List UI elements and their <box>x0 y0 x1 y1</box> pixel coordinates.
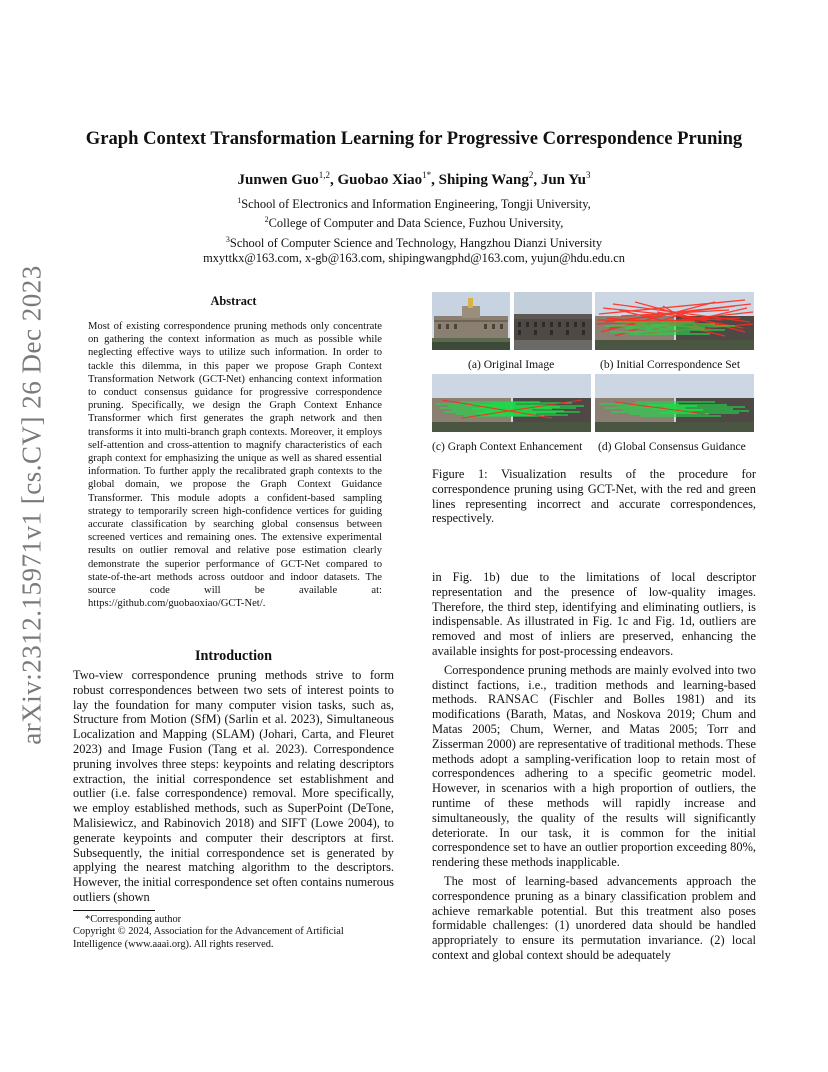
author-name: Guobao Xiao <box>337 172 423 188</box>
body-paragraph: The most of learning-based advancements approach the correspondence pruning as a binary classification problem and achieve remarkable potential. But this treatment also poses formidable challenges: (1) unordered data should be handled appropriately to ensure its permutation invariance. (2) local context and global context should be adequately <box>432 873 756 962</box>
affiliation-text: College of Computer and Data Science, Fuzhou University, <box>268 216 564 231</box>
affiliation-line <box>40 212 788 231</box>
affiliation-text: School of Electronics and Information Engineering, Tongji University, <box>241 197 591 212</box>
footnote <box>73 914 394 951</box>
footnote-rule <box>73 910 155 911</box>
author-name: Shiping Wang <box>438 172 529 188</box>
affiliation-sup: 1 <box>237 196 242 205</box>
paper-title: Graph Context Transformation Learning for Progressive Correspondence Pruning <box>85 128 743 149</box>
copyright-note: Copyright © 2024, Association for the Advancement of Artificial Intelligence (www.aaai.org). All rights reserved. <box>73 926 344 950</box>
figure-image-d <box>595 374 754 432</box>
abstract-body: Most of existing correspondence pruning methods only concentrate on gathering the context information as much as possible while neglecting effective ways to utilize such information. In order to tackle this dilemma, in this paper we propose Graph Context Transformation Network (GCT-Net) enhancing context information to conduct consensus guidance for progressive correspondence pruning. Specifically, we design the Graph Context Enhance Transformer which first generates the graph network and then transforms it into multi-branch graph contexts. Moreover, it employs self-attention and cross-attention to magnify characteristics of each graph context for emphasizing the unique as well as shared essential information. To further apply the recalibrated graph contexts to the global domain, we propose the Graph Context Guidance Transformer. This module adopts a confident-based sampling strategy to temporarily screen high-confidence vertices for guiding accurate classification by searching global consensus between screened vertices and remaining ones. The extensive experimental results on outlier removal and relative pose estimation clearly demonstrate the superior performance of GCT-Net compared to state-of-the-art methods across outdoor and indoor datasets. The source code will be available at: https://github.com/guobaoxiao/GCT-Net/. <box>88 321 382 610</box>
author-sup: 1* <box>422 170 432 180</box>
author-sup: 3 <box>586 170 591 180</box>
affiliation-line <box>40 232 788 251</box>
right-column-body <box>432 570 756 963</box>
email-line: mxyttkx@163.com, x-gb@163.com, shipingwangphd@163.com, yujun@hdu.edu.cn <box>203 250 625 265</box>
abstract-heading: Abstract <box>210 294 257 308</box>
body-paragraph: Correspondence pruning methods are mainly evolved into two distinct factions, i.e., tradition methods and learning-based methods. RANSAC (Fischler and Bolles 1981) and its modifications (Barath, Matas, and Noskova 2019; Chum and Matas 2005; Chum, Werner, and Matas 2005; Torr and Zisserman 2000) are representative of traditional methods. These methods adopt a sampling-verification loop to retain most of correspondences adhering to a specific geometric model. However, in scenarios with a high proportion of outliers, the runtime of these methods will rapidly increase and simultaneously, the quality of the results will significantly deteriorate. In our task, it is common for the initial correspondence set to have an outlier proportion exceeding 80%, rendering these methods inapplicable. <box>432 662 756 870</box>
author-list: Junwen Guo$^{1,2}$, Guobao Xiao$^{1*}$, Shiping Wang$^2$, Jun Yu$^3$ <box>237 170 591 188</box>
figure-row-top <box>432 292 754 350</box>
introduction-body <box>73 668 394 905</box>
author-name: Jun Yu <box>540 172 587 188</box>
affiliation-sup: 3 <box>225 234 230 244</box>
affiliation-text: School of Computer Science and Technology, Hangzhou Dianzi University <box>229 235 603 250</box>
figure-subcaption-a: (a) Original Image <box>468 358 555 371</box>
author-name: Junwen Guo <box>237 172 319 188</box>
corresponding-author-note: *Corresponding author <box>85 914 182 925</box>
figure-image-b <box>595 292 754 350</box>
introduction-paragraph: Two-view correspondence pruning methods strive to form robust correspondences between two sets of interest points to lay the foundation for many computer vision tasks, such as, Structure from Motion (SfM) (Sarlin et al. 2023), Simultaneous Localization and Mapping (SLAM) (Johari, Carta, and Fleuret 2023) and Image Fusion (Tang et al. 2023). Correspondence pruning involves three steps: keypoints and relating descriptors extraction, the initial correspondence set establishment and outlier (i.e. false correspondence) removal. More specifically, we employ established methods, such as SuperPoint (DeTone, Malisiewicz, and Rabinovich 2018) and SIFT (Lowe 2004), to generate keypoints and computer their descriptors at first. Subsequently, the initial correspondence set is generated by applying the nearest matching algorithm to the descriptors. However, the initial correspondence set often contains numerous outliers (shown <box>73 668 394 904</box>
author-sup: 2 <box>528 170 534 180</box>
introduction-heading: Introduction <box>195 648 272 664</box>
figure-subcaption-d: (d) Global Consensus Guidance <box>598 440 746 453</box>
body-paragraph: in Fig. 1b) due to the limitations of local descriptor representation and the presence of low-quality images. Therefore, the third step, identifying and eliminating outliers, is indispensable. As illustrated in Fig. 1c and Fig. 1d, outliers are removed and most of inliers are preserved, enhancing the available insights for post-processing endeavors. <box>432 570 756 658</box>
affiliation-line <box>40 193 788 212</box>
figure-caption: Figure 1: Visualization results of the procedure for correspondence pruning using GCT-Net, with the red and green lines representing incorrect and accurate correspondences, respectively. <box>432 467 756 526</box>
arxiv-stamp <box>4 265 60 745</box>
affiliations <box>40 193 788 266</box>
figure-image-c <box>432 374 591 432</box>
author-sup: 1,2 <box>318 170 331 180</box>
figure-subcaption-b: (b) Initial Correspondence Set <box>600 358 741 371</box>
figure-image-a-right <box>514 292 592 350</box>
affiliation-sup: 2 <box>264 215 269 225</box>
figure-row-bottom <box>432 374 754 432</box>
arxiv-stamp-text: arXiv:2312.15971v1 [cs.CV] 26 Dec 2023 <box>16 265 47 745</box>
figure-image-a-left <box>432 292 510 350</box>
figure-subcaption-c: (c) Graph Context Enhancement <box>432 440 583 453</box>
